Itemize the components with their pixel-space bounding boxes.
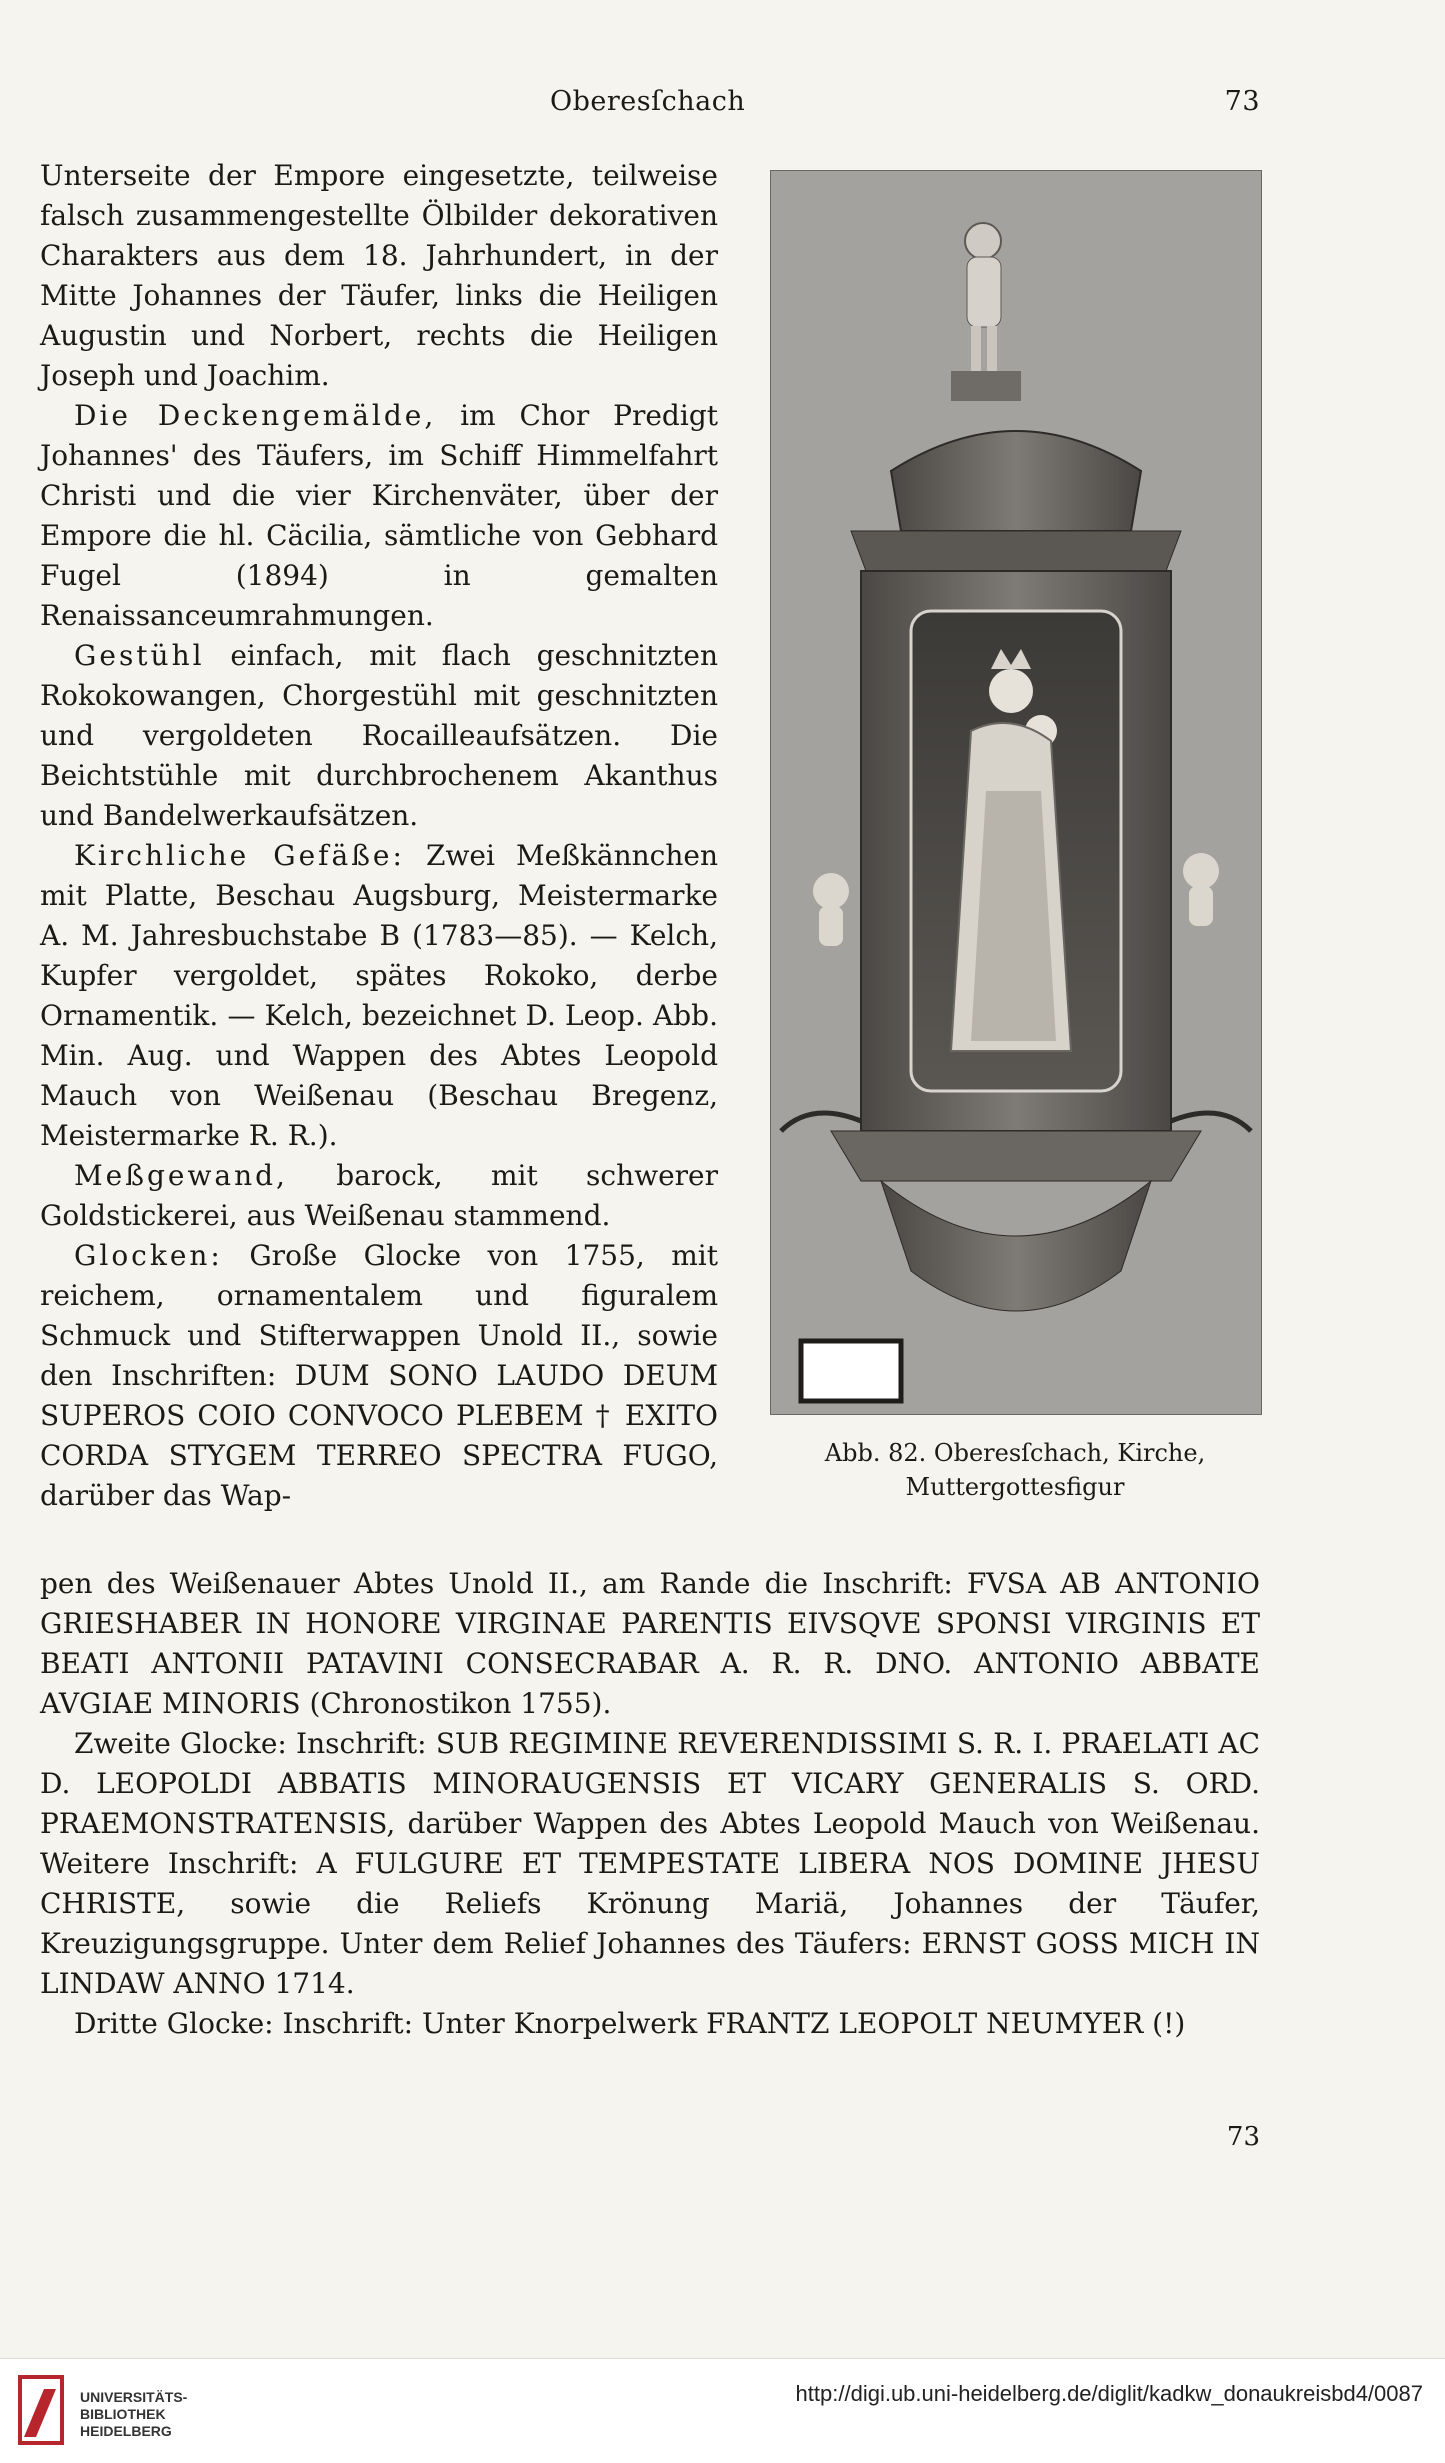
paragraph-empore-bilder: Unterseite der Empore eingesetzte, teilweise falsch zusammengestellte Ölbilder dekorativen Charakters aus dem 18. Jahrhundert, in der Mitte Johannes der Täufer, links die Heiligen Augustin und Norbert, rechts die Heiligen Joseph und Joachim. bbox=[40, 159, 718, 392]
figure-caption: Abb. 82. Oberesſchach, Kirche, Muttergottesfigur bbox=[824, 1439, 1206, 1501]
paragraph-lead: Meßgewand, bbox=[74, 1159, 288, 1192]
figure-muttergottes-photo bbox=[770, 170, 1262, 1415]
text-column-narrow bbox=[40, 156, 718, 1516]
running-title: Oberesſchach bbox=[550, 86, 746, 117]
paragraph-lead: Gestühl bbox=[74, 639, 205, 672]
paragraph-dritte-glocke: Dritte Glocke: Inschrift: Unter Knorpelwerk FRANTZ LEOPOLT NEUMYER (!) bbox=[74, 2007, 1186, 2040]
library-name: UNIVERSITÄTS- BIBLIOTHEK HEIDELBERG bbox=[80, 2389, 188, 2439]
paragraph-lead: Glocken: bbox=[74, 1239, 223, 1272]
paragraph-messgewand: Meßgewand, barock, mit schwerer Goldstickerei, aus Weißenau stammend. bbox=[40, 1159, 718, 1232]
footer-bar bbox=[0, 2358, 1445, 2463]
heidelberg-library-logo-icon bbox=[16, 2373, 66, 2447]
paragraph-deckengemaelde: Die Deckengemälde, im Chor Predigt Johannes' des Täufers, im Schiff Himmelfahrt Christi und die vier Kirchenväter, über der Empore die hl. Cäcilia, sämtliche von Gebhard Fugel (1894) in gemalten Renaissanceumrahmungen. bbox=[40, 399, 718, 632]
madonna-altar-illustration bbox=[771, 171, 1261, 1414]
permalink-url[interactable]: http://digi.ub.uni-heidelberg.de/diglit/kadkw_donaukreisbd4/0087 bbox=[795, 2381, 1423, 2406]
paragraph-glocken-continued: pen des Weißenauer Abtes Unold II., am Rande die Inschrift: FVSA AB ANTONIO GRIESHABER IN HONORE VIRGINAE PARENTIS EIVSQVE SPONSI VIRGINIS ET BEATI ANTONII PATAVINI CONSECRABAR A. R. R. DNO. ANTONIO ABBATE AVGIAE MINORIS (Chronostikon 1755). bbox=[40, 1567, 1260, 1720]
paragraph-lead: Kirchliche Gefäße: bbox=[74, 839, 405, 872]
paragraph-lead: Die Deckengemälde, bbox=[74, 399, 437, 432]
page-number-bottom: 73 bbox=[1226, 2122, 1260, 2152]
paragraph-zweite-glocke: Zweite Glocke: Inschrift: SUB REGIMINE REVERENDISSIMI S. R. I. PRAELATI AC D. LEOPOLDI ABBATIS MINORAUGENSIS ET VICARY GENERALIS S. ORD. PRAEMONSTRATENSIS, darüber Wappen des Abtes Leopold Mauch von Weißenau. Weitere Inschrift: A FULGURE ET TEMPESTATE LIBERA NOS DOMINE JHESU CHRISTE, sowie die Reliefs Krönung Mariä, Johannes der Täufer, Kreuzigungsgruppe. Unter dem Relief Johannes des Täufers: ERNST GOSS MICH IN LINDAW ANNO 1714. bbox=[40, 1727, 1260, 2000]
text-column-wide bbox=[40, 1564, 1260, 2044]
paragraph-glocken: Glocken: Große Glocke von 1755, mit reichem, ornamentalem und figuralem Schmuck und Stifterwappen Unold II., sowie den Inschriften: DUM SONO LAUDO DEUM SUPEROS COIO CONVOCO PLEBEM † EXITO CORDA STYGEM TERREO SPECTRA FUGO, darüber das Wap- bbox=[40, 1239, 718, 1512]
paragraph-kirchliche-gefaesse: Kirchliche Gefäße: Zwei Meßkännchen mit Platte, Beschau Augsburg, Meistermarke A. M. Jahresbuchstabe B (1783—85). — Kelch, Kupfer vergoldet, spätes Rokoko, derbe Ornamentik. — Kelch, bezeichnet D. Leop. Abb. Min. Aug. und Wappen des Abtes Leopold Mauch von Weißenau (Beschau Bregenz, Meistermarke R. R.). bbox=[40, 839, 718, 1152]
page-number-top: 73 bbox=[1224, 86, 1260, 117]
paragraph-gestuehl: Gestühl einfach, mit flach geschnitzten Rokokowangen, Chorgestühl mit geschnitzten und vergoldeten Rocailleaufsätzen. Die Beichtstühle mit durchbrochenem Akanthus und Bandelwerkaufsätzen. bbox=[40, 639, 718, 832]
